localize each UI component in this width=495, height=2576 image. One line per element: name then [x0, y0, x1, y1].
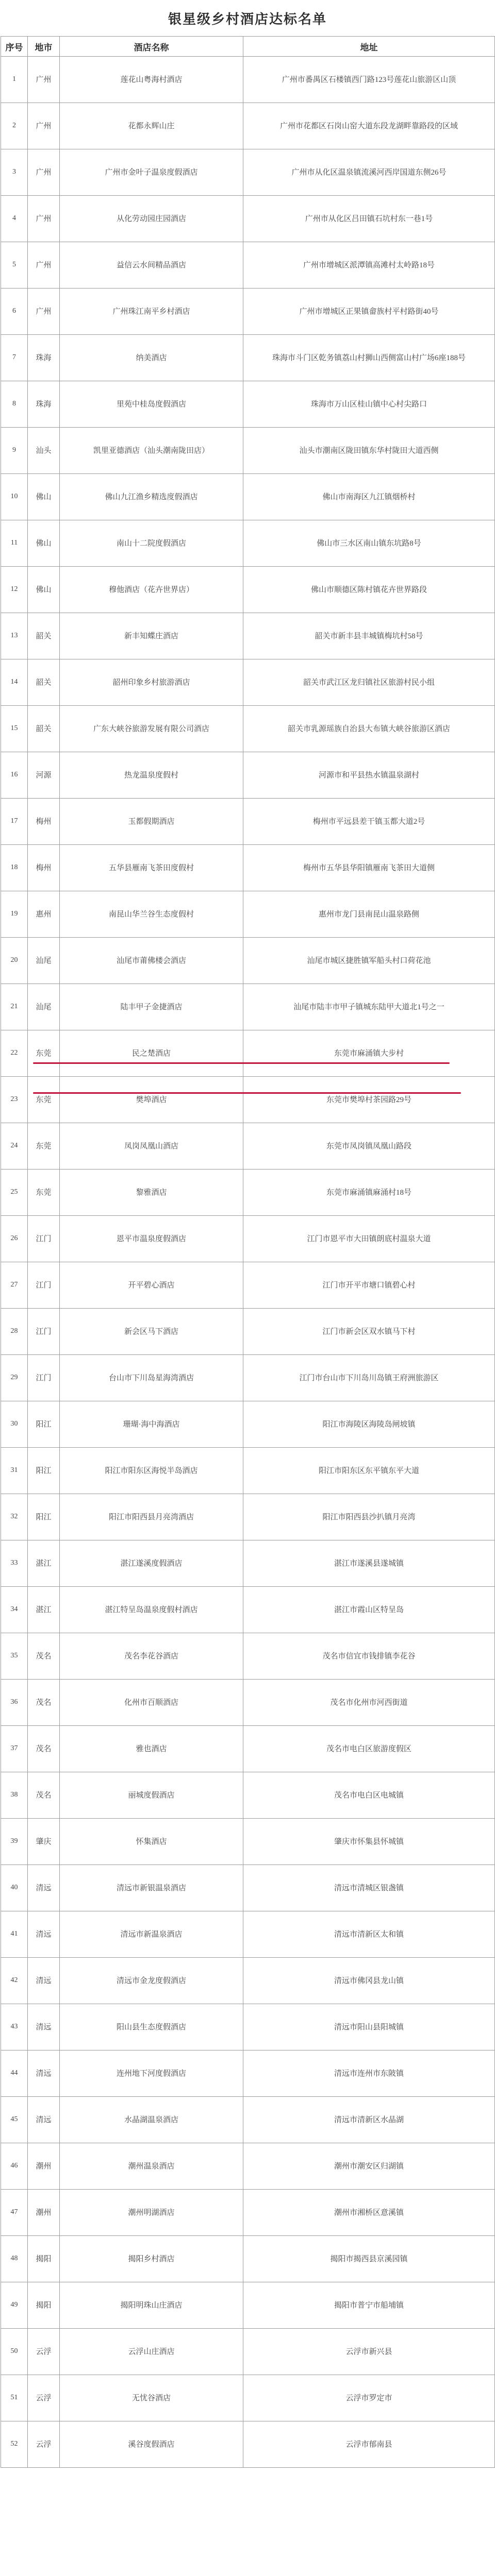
row-address: 广州市增城区正果镇畲族村平村路街40号 — [243, 289, 495, 335]
hotel-list-table — [1, 36, 495, 2468]
row-number: 3 — [1, 149, 28, 196]
row-hotel-name: 珊瑚·海中海酒店 — [60, 1401, 243, 1448]
row-number: 20 — [1, 938, 28, 984]
row-hotel-name: 水晶湖温泉酒店 — [60, 2097, 243, 2143]
row-address: 韶关市新丰县丰城镇梅坑村58号 — [243, 613, 495, 659]
row-hotel-name: 佛山九江渔乡精选度假酒店 — [60, 474, 243, 520]
highlight-underline-row-21 — [33, 1092, 461, 1094]
column-header-address: 地址 — [243, 37, 495, 57]
table-row — [1, 752, 495, 799]
row-hotel-name: 阳山县生态度假酒店 — [60, 2004, 243, 2050]
row-address: 广州市增城区派潭镇高滩村太岭路18号 — [243, 242, 495, 289]
table-row — [1, 706, 495, 752]
row-city: 广州 — [28, 57, 60, 103]
row-city: 清远 — [28, 2004, 60, 2050]
table-row — [1, 428, 495, 474]
table-row — [1, 520, 495, 567]
row-address: 清远市连州市东陂镇 — [243, 2050, 495, 2097]
row-address: 茂名市电白区旅游度假区 — [243, 1726, 495, 1772]
row-city: 云浮 — [28, 2375, 60, 2421]
row-number: 52 — [1, 2421, 28, 2468]
table-row — [1, 1448, 495, 1494]
row-address: 广州市花都区石岗山窑大道东段龙湖畔靠路段的区域 — [243, 103, 495, 149]
row-city: 东莞 — [28, 1030, 60, 1077]
row-hotel-name: 揭阳明珠山庄酒店 — [60, 2282, 243, 2329]
row-address: 惠州市龙门县南昆山温泉路侧 — [243, 891, 495, 938]
table-row — [1, 1494, 495, 1540]
row-hotel-name: 黎雅酒店 — [60, 1170, 243, 1216]
row-city: 江门 — [28, 1262, 60, 1309]
row-hotel-name: 茂名李花谷酒店 — [60, 1633, 243, 1680]
table-row — [1, 2050, 495, 2097]
row-city: 江门 — [28, 1309, 60, 1355]
row-hotel-name: 玉都假期酒店 — [60, 799, 243, 845]
row-number: 17 — [1, 799, 28, 845]
row-city: 云浮 — [28, 2421, 60, 2468]
row-number: 2 — [1, 103, 28, 149]
row-address: 揭阳市普宁市船埔镇 — [243, 2282, 495, 2329]
table-body — [1, 57, 495, 2468]
row-address: 茂名市信宜市钱排镇李花谷 — [243, 1633, 495, 1680]
row-city: 湛江 — [28, 1540, 60, 1587]
row-city: 韶关 — [28, 659, 60, 706]
row-address: 揭阳市揭西县京溪园镇 — [243, 2236, 495, 2282]
row-number: 32 — [1, 1494, 28, 1540]
table-row — [1, 799, 495, 845]
row-number: 38 — [1, 1772, 28, 1819]
column-header-hotel-name: 酒店名称 — [60, 37, 243, 57]
row-hotel-name: 穆他酒店（花卉世界店） — [60, 567, 243, 613]
row-number: 21 — [1, 984, 28, 1030]
row-number: 12 — [1, 567, 28, 613]
row-number: 39 — [1, 1819, 28, 1865]
row-address: 江门市开平市塘口镇碧心村 — [243, 1262, 495, 1309]
table-row — [1, 1865, 495, 1911]
row-city: 汕尾 — [28, 984, 60, 1030]
row-hotel-name: 溪谷度假酒店 — [60, 2421, 243, 2468]
row-city: 茂名 — [28, 1680, 60, 1726]
row-city: 佛山 — [28, 567, 60, 613]
table-row — [1, 1772, 495, 1819]
row-city: 清远 — [28, 2097, 60, 2143]
table-row — [1, 1911, 495, 1958]
row-city: 广州 — [28, 103, 60, 149]
row-number: 37 — [1, 1726, 28, 1772]
table-row — [1, 242, 495, 289]
row-address: 清远市阳山县阳城镇 — [243, 2004, 495, 2050]
row-address: 佛山市顺德区陈村镇花卉世界路段 — [243, 567, 495, 613]
row-number: 40 — [1, 1865, 28, 1911]
row-city: 揭阳 — [28, 2282, 60, 2329]
row-hotel-name: 新丰知蝶庄酒店 — [60, 613, 243, 659]
row-hotel-name: 汕尾市莆佛楼会酒店 — [60, 938, 243, 984]
row-address: 韶关市武江区龙归镇社区旅游村民小组 — [243, 659, 495, 706]
row-hotel-name: 五华县雁南飞茶田度假村 — [60, 845, 243, 891]
row-number: 47 — [1, 2190, 28, 2236]
table-row — [1, 2236, 495, 2282]
row-city: 东莞 — [28, 1123, 60, 1170]
row-number: 49 — [1, 2282, 28, 2329]
row-address: 清远市佛冈县龙山镇 — [243, 1958, 495, 2004]
row-address: 潮州市湘桥区意溪镇 — [243, 2190, 495, 2236]
row-city: 佛山 — [28, 520, 60, 567]
row-hotel-name: 益信云水间精品酒店 — [60, 242, 243, 289]
row-hotel-name: 恩平市温泉度假酒店 — [60, 1216, 243, 1262]
table-row — [1, 891, 495, 938]
row-number: 31 — [1, 1448, 28, 1494]
row-number: 36 — [1, 1680, 28, 1726]
row-address: 江门市台山市下川岛川岛镇王府洲旅游区 — [243, 1355, 495, 1401]
row-city: 梅州 — [28, 845, 60, 891]
row-city: 江门 — [28, 1216, 60, 1262]
row-city: 清远 — [28, 1958, 60, 2004]
row-hotel-name: 雅也酒店 — [60, 1726, 243, 1772]
row-number: 7 — [1, 335, 28, 381]
column-header-number: 序号 — [1, 37, 28, 57]
table-row — [1, 2097, 495, 2143]
row-number: 43 — [1, 2004, 28, 2050]
row-address: 阳江市阳东区东平镇东平大道 — [243, 1448, 495, 1494]
row-city: 河源 — [28, 752, 60, 799]
row-number: 19 — [1, 891, 28, 938]
table-row — [1, 335, 495, 381]
row-number: 18 — [1, 845, 28, 891]
row-address: 清远市清城区银盏镇 — [243, 1865, 495, 1911]
row-number: 13 — [1, 613, 28, 659]
row-hotel-name: 热龙温泉度假村 — [60, 752, 243, 799]
row-address: 梅州市五华县华阳镇雁南飞茶田大道侧 — [243, 845, 495, 891]
row-city: 阳江 — [28, 1448, 60, 1494]
table-row — [1, 1170, 495, 1216]
row-address: 汕尾市城区捷胜镇军船头村口荷花池 — [243, 938, 495, 984]
row-number: 27 — [1, 1262, 28, 1309]
row-number: 1 — [1, 57, 28, 103]
row-address: 珠海市斗门区乾务镇荔山村狮山西侧富山村广场6座188号 — [243, 335, 495, 381]
table-row — [1, 289, 495, 335]
row-address: 江门市恩平市大田镇朗底村温泉大道 — [243, 1216, 495, 1262]
row-city: 韶关 — [28, 613, 60, 659]
row-city: 广州 — [28, 242, 60, 289]
table-row — [1, 1355, 495, 1401]
row-address: 云浮市罗定市 — [243, 2375, 495, 2421]
row-hotel-name: 花都永辉山庄 — [60, 103, 243, 149]
row-city: 湛江 — [28, 1587, 60, 1633]
table-row — [1, 2375, 495, 2421]
row-number: 42 — [1, 1958, 28, 2004]
row-hotel-name: 广州珠江南平乡村酒店 — [60, 289, 243, 335]
row-number: 15 — [1, 706, 28, 752]
row-hotel-name: 樊埠酒店 — [60, 1077, 243, 1123]
row-hotel-name: 揭阳乡村酒店 — [60, 2236, 243, 2282]
row-address: 清远市清新区太和镇 — [243, 1911, 495, 1958]
row-hotel-name: 潮州温泉酒店 — [60, 2143, 243, 2190]
row-city: 广州 — [28, 289, 60, 335]
row-hotel-name: 湛江遂溪度假酒店 — [60, 1540, 243, 1587]
table-row — [1, 474, 495, 520]
row-hotel-name: 清远市新银温泉酒店 — [60, 1865, 243, 1911]
row-city: 惠州 — [28, 891, 60, 938]
row-city: 潮州 — [28, 2190, 60, 2236]
row-address: 东莞市麻涌镇麻涌村18号 — [243, 1170, 495, 1216]
row-number: 8 — [1, 381, 28, 428]
highlight-underline-row-20 — [33, 1062, 450, 1064]
row-address: 江门市新会区双水镇马下村 — [243, 1309, 495, 1355]
row-hotel-name: 云浮山庄酒店 — [60, 2329, 243, 2375]
table-row — [1, 1726, 495, 1772]
row-address: 云浮市新兴县 — [243, 2329, 495, 2375]
row-hotel-name: 清远市金龙度假酒店 — [60, 1958, 243, 2004]
row-address: 阳江市阳西县沙扒镇月亮湾 — [243, 1494, 495, 1540]
row-address: 广州市从化区吕田镇石坑村东一巷1号 — [243, 196, 495, 242]
table-row — [1, 1216, 495, 1262]
row-address: 广州市从化区温泉镇流溪河西岸国道东侧26号 — [243, 149, 495, 196]
row-city: 肇庆 — [28, 1819, 60, 1865]
row-hotel-name: 韶州印象乡村旅游酒店 — [60, 659, 243, 706]
row-address: 广州市番禺区石楼镇西门路123号莲花山旅游区山顶 — [243, 57, 495, 103]
row-address: 湛江市霞山区特呈岛 — [243, 1587, 495, 1633]
row-city: 珠海 — [28, 381, 60, 428]
table-row — [1, 2421, 495, 2468]
row-number: 29 — [1, 1355, 28, 1401]
row-hotel-name: 怀集酒店 — [60, 1819, 243, 1865]
row-number: 45 — [1, 2097, 28, 2143]
row-number: 26 — [1, 1216, 28, 1262]
row-number: 11 — [1, 520, 28, 567]
table-row — [1, 567, 495, 613]
row-hotel-name: 化州市百顺酒店 — [60, 1680, 243, 1726]
row-hotel-name: 潮州明湖酒店 — [60, 2190, 243, 2236]
row-city: 云浮 — [28, 2329, 60, 2375]
row-number: 28 — [1, 1309, 28, 1355]
column-header-city: 地市 — [28, 37, 60, 57]
row-address: 汕头市潮南区陇田镇东华村陇田大道西侧 — [243, 428, 495, 474]
row-hotel-name: 南昆山华兰谷生态度假村 — [60, 891, 243, 938]
row-address: 肇庆市怀集县怀城镇 — [243, 1819, 495, 1865]
row-city: 清远 — [28, 1911, 60, 1958]
row-address: 茂名市化州市河西街道 — [243, 1680, 495, 1726]
row-hotel-name: 凯里亚德酒店（汕头潮南陇田店） — [60, 428, 243, 474]
table-row — [1, 1587, 495, 1633]
table-row — [1, 1030, 495, 1077]
table-row — [1, 659, 495, 706]
table-row — [1, 613, 495, 659]
row-city: 阳江 — [28, 1401, 60, 1448]
row-address: 佛山市三水区南山镇东坑路8号 — [243, 520, 495, 567]
row-address: 河源市和平县热水镇温泉湖村 — [243, 752, 495, 799]
table-row — [1, 2329, 495, 2375]
table-row — [1, 2190, 495, 2236]
row-city: 珠海 — [28, 335, 60, 381]
row-city: 茂名 — [28, 1772, 60, 1819]
row-address: 茂名市电白区电城镇 — [243, 1772, 495, 1819]
row-city: 潮州 — [28, 2143, 60, 2190]
row-number: 5 — [1, 242, 28, 289]
row-address: 云浮市郁南县 — [243, 2421, 495, 2468]
table-row — [1, 938, 495, 984]
row-city: 佛山 — [28, 474, 60, 520]
row-number: 50 — [1, 2329, 28, 2375]
row-hotel-name: 阳江市阳东区海悦半岛酒店 — [60, 1448, 243, 1494]
row-number: 30 — [1, 1401, 28, 1448]
row-city: 揭阳 — [28, 2236, 60, 2282]
row-hotel-name: 新会区马下酒店 — [60, 1309, 243, 1355]
table-row — [1, 1262, 495, 1309]
row-hotel-name: 开平碧心酒店 — [60, 1262, 243, 1309]
row-hotel-name: 广州市金叶子温泉度假酒店 — [60, 149, 243, 196]
table-row — [1, 1401, 495, 1448]
row-number: 44 — [1, 2050, 28, 2097]
row-hotel-name: 里苑中桂岛度假酒店 — [60, 381, 243, 428]
row-address: 梅州市平远县差干镇玉都大道2号 — [243, 799, 495, 845]
row-number: 22 — [1, 1030, 28, 1077]
table-row — [1, 103, 495, 149]
row-number: 46 — [1, 2143, 28, 2190]
row-number: 16 — [1, 752, 28, 799]
row-address: 东莞市麻涌镇大步村 — [243, 1030, 495, 1077]
row-address: 潮州市潮安区归湖镇 — [243, 2143, 495, 2190]
row-hotel-name: 民之楚酒店 — [60, 1030, 243, 1077]
row-hotel-name: 无忧谷酒店 — [60, 2375, 243, 2421]
row-hotel-name: 阳江市阳西县月亮湾酒店 — [60, 1494, 243, 1540]
row-city: 清远 — [28, 2050, 60, 2097]
table-row — [1, 149, 495, 196]
row-address: 东莞市樊埠村茶园路29号 — [243, 1077, 495, 1123]
table-row — [1, 1633, 495, 1680]
table-row — [1, 2143, 495, 2190]
row-hotel-name: 广东大峡谷旅游发展有限公司酒店 — [60, 706, 243, 752]
row-address: 清远市清新区水晶湖 — [243, 2097, 495, 2143]
table-row — [1, 1123, 495, 1170]
table-row — [1, 845, 495, 891]
row-address: 珠海市万山区桂山镇中心村尖路口 — [243, 381, 495, 428]
table-row — [1, 1958, 495, 2004]
row-city: 江门 — [28, 1355, 60, 1401]
table-row — [1, 984, 495, 1030]
row-number: 34 — [1, 1587, 28, 1633]
row-hotel-name: 连州地下河度假酒店 — [60, 2050, 243, 2097]
row-number: 10 — [1, 474, 28, 520]
row-city: 广州 — [28, 196, 60, 242]
row-hotel-name: 陆丰甲子金捷酒店 — [60, 984, 243, 1030]
row-hotel-name: 从化劳动园庄园酒店 — [60, 196, 243, 242]
row-hotel-name: 凤岗凤凰山酒店 — [60, 1123, 243, 1170]
row-address: 韶关市乳源瑶族自治县大布镇大峡谷旅游区酒店 — [243, 706, 495, 752]
row-hotel-name: 湛江特呈岛温泉度假村酒店 — [60, 1587, 243, 1633]
row-number: 33 — [1, 1540, 28, 1587]
table-row — [1, 1540, 495, 1587]
row-city: 阳江 — [28, 1494, 60, 1540]
row-city: 茂名 — [28, 1726, 60, 1772]
table-row — [1, 196, 495, 242]
table-row — [1, 2004, 495, 2050]
row-number: 9 — [1, 428, 28, 474]
row-hotel-name: 清远市新温泉酒店 — [60, 1911, 243, 1958]
row-address: 东莞市凤岗镇凤凰山路段 — [243, 1123, 495, 1170]
row-number: 35 — [1, 1633, 28, 1680]
row-city: 清远 — [28, 1865, 60, 1911]
row-city: 韶关 — [28, 706, 60, 752]
row-number: 25 — [1, 1170, 28, 1216]
row-address: 湛江市遂溪县遂城镇 — [243, 1540, 495, 1587]
table-row — [1, 1077, 495, 1123]
table-row — [1, 2282, 495, 2329]
row-city: 广州 — [28, 149, 60, 196]
row-number: 51 — [1, 2375, 28, 2421]
table-row — [1, 1680, 495, 1726]
row-hotel-name: 南山十二院度假酒店 — [60, 520, 243, 567]
row-hotel-name: 丽城度假酒店 — [60, 1772, 243, 1819]
row-number: 24 — [1, 1123, 28, 1170]
table-row — [1, 1819, 495, 1865]
row-number: 48 — [1, 2236, 28, 2282]
row-address: 佛山市南海区九江镇烟桥村 — [243, 474, 495, 520]
table-row — [1, 57, 495, 103]
table-header-row — [1, 37, 495, 57]
row-city: 茂名 — [28, 1633, 60, 1680]
table-row — [1, 1309, 495, 1355]
row-hotel-name: 莲花山粤海村酒店 — [60, 57, 243, 103]
row-city: 东莞 — [28, 1077, 60, 1123]
row-number: 14 — [1, 659, 28, 706]
row-city: 东莞 — [28, 1170, 60, 1216]
row-city: 梅州 — [28, 799, 60, 845]
row-city: 汕头 — [28, 428, 60, 474]
row-city: 汕尾 — [28, 938, 60, 984]
row-number: 4 — [1, 196, 28, 242]
row-number: 41 — [1, 1911, 28, 1958]
row-hotel-name: 纳美酒店 — [60, 335, 243, 381]
table-row — [1, 381, 495, 428]
row-address: 阳江市海陵区海陵岛闸坡镇 — [243, 1401, 495, 1448]
row-number: 6 — [1, 289, 28, 335]
row-number: 23 — [1, 1077, 28, 1123]
row-address: 汕尾市陆丰市甲子镇城东陆甲大道北1号之一 — [243, 984, 495, 1030]
row-hotel-name: 台山市下川岛星海湾酒店 — [60, 1355, 243, 1401]
document-title: 银星级乡村酒店达标名单 — [168, 12, 327, 27]
